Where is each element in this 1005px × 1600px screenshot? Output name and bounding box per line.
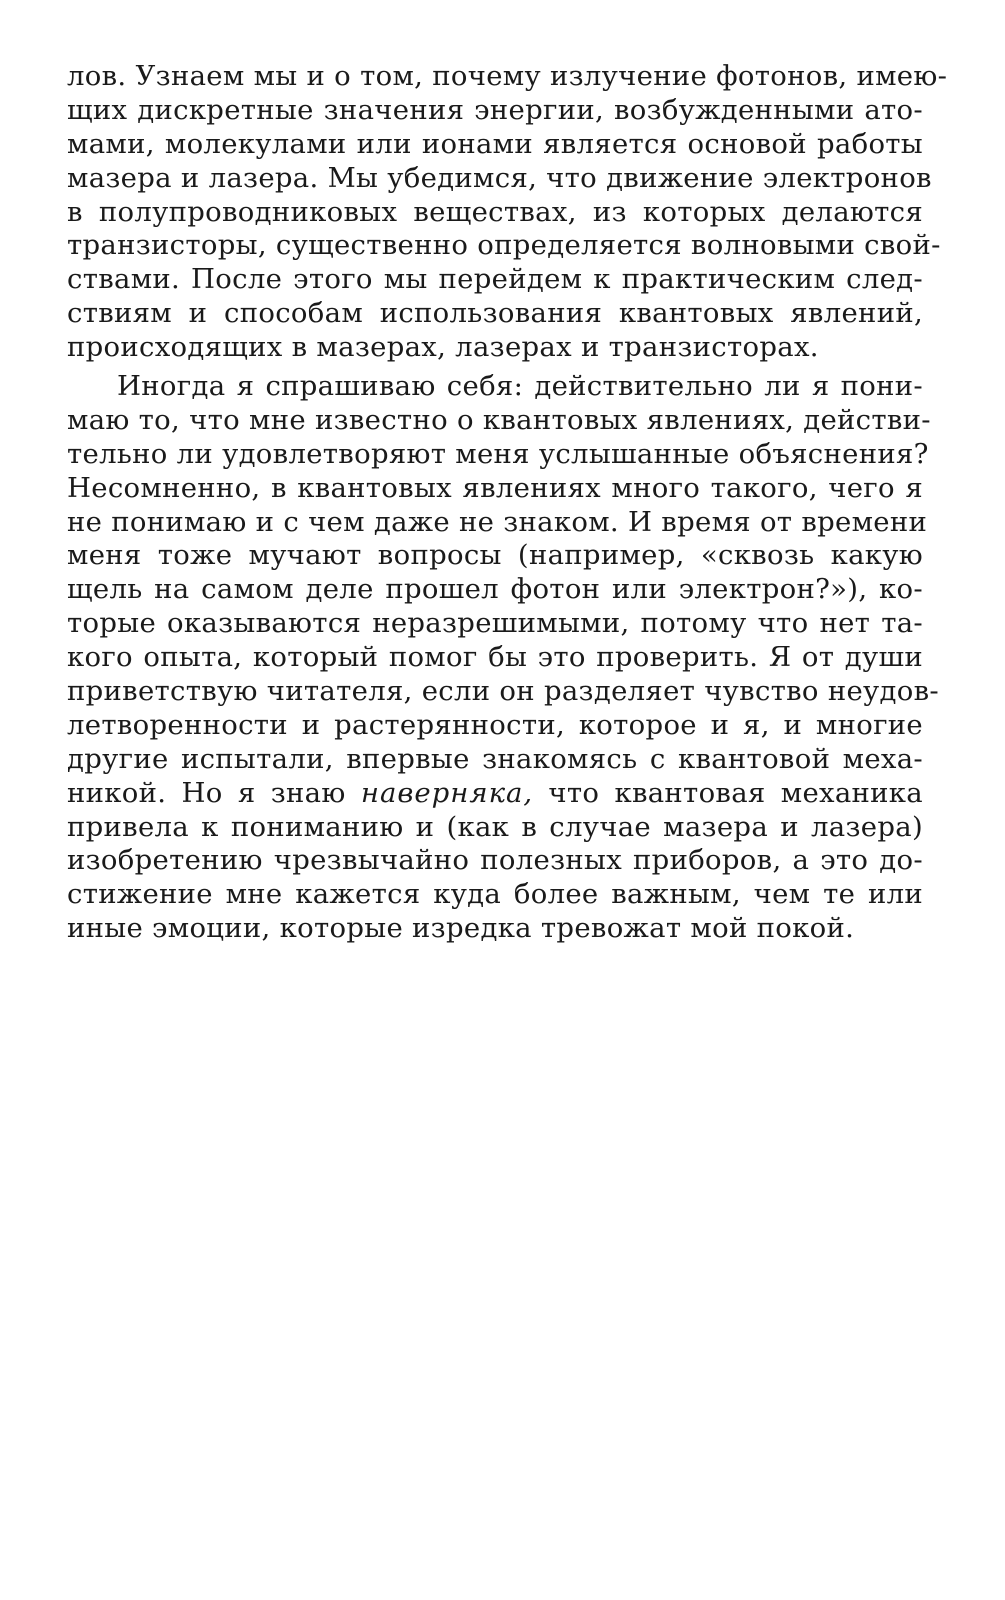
text-line: ствами. После этого мы перейдем к практическим след-	[67, 263, 923, 296]
text-line: мазера и лазера. Мы убедимся, что движение электронов	[67, 161, 932, 194]
page-text	[67, 60, 948, 946]
text-line: изобретению чрезвычайно полезных приборов, а это до-	[67, 844, 923, 877]
text-line: стижение мне кажется куда более важным, чем те или	[67, 878, 923, 911]
text-line: не понимаю и с чем даже не знаком. И время от времени	[67, 505, 928, 538]
text-line: происходящих в мазерах, лазерах и транзисторах.	[67, 331, 819, 364]
text-line: маю то, что мне известно о квантовых явлениях, действи-	[67, 403, 931, 436]
text-line: транзисторы, существенно определяется волновыми свой-	[67, 229, 941, 262]
text-line: тельно ли удовлетворяют меня услышанные объяснения?	[67, 437, 929, 470]
text-line: в полупроводниковых веществах, из которых делаются	[67, 195, 923, 228]
text-fragment: что квантовая механика	[533, 776, 923, 809]
text-line: летворенности и растерянности, которое и я, и многие	[67, 708, 923, 741]
text-line: торые оказываются неразрешимыми, потому что нет та-	[67, 607, 923, 640]
text-line: мами, молекулами или ионами является основой работы	[67, 127, 923, 160]
paragraph-2	[67, 370, 939, 946]
text-line: Иногда я спрашиваю себя: действительно ли я пони-	[117, 370, 923, 403]
text-line: иные эмоции, которые изредка тревожат мой покой.	[67, 912, 855, 945]
paragraph-1	[67, 60, 948, 365]
text-line: приветствую читателя, если он разделяет чувство неудов-	[67, 675, 939, 708]
text-line: кого опыта, который помог бы это проверить. Я от души	[67, 641, 923, 674]
text-line: Несомненно, в квантовых явлениях много такого, чего я	[67, 471, 923, 504]
italic-emphasis: наверняка,	[360, 776, 534, 809]
text-fragment: никой. Но я знаю	[67, 776, 361, 809]
text-line: щих дискретные значения энергии, возбужденными ато-	[67, 93, 923, 126]
text-line-with-emphasis	[67, 777, 923, 811]
text-line: привела к пониманию и (как в случае мазера и лазера)	[67, 810, 923, 843]
text-line: щель на самом деле прошел фотон или электрон?»), ко-	[67, 573, 923, 606]
text-line: ствиям и способам использования квантовых явлений,	[67, 297, 923, 330]
text-line: лов. Узнаем мы и о том, почему излучение фотонов, имею-	[67, 60, 948, 92]
text-line: меня тоже мучают вопросы (например, «сквозь какую	[67, 539, 923, 572]
text-line: другие испытали, впервые знакомясь с квантовой меха-	[67, 742, 923, 775]
